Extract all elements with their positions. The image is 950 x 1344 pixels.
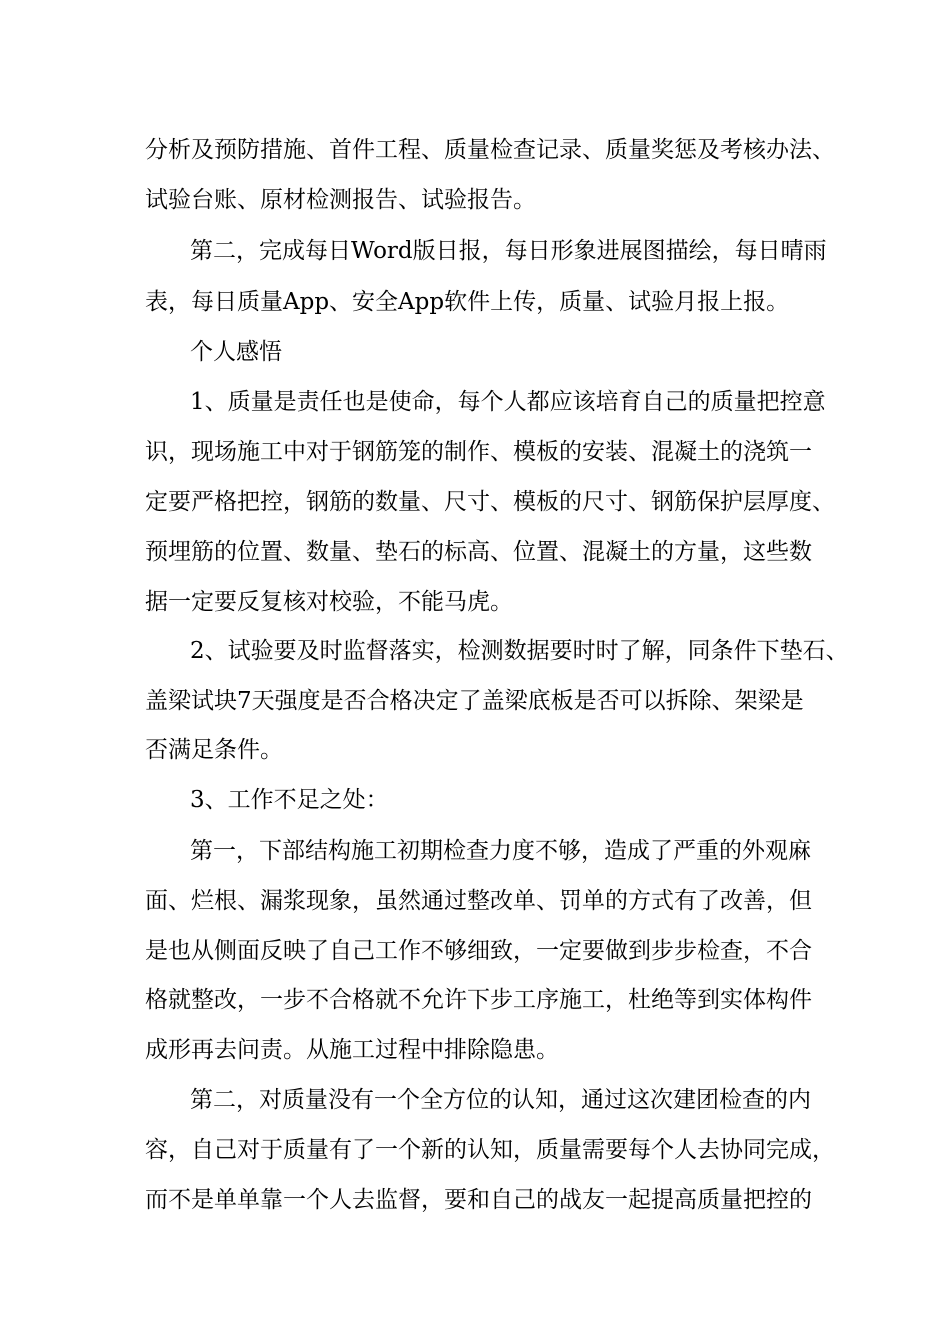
text-line: 容，自己对于质量有了一个新的认知，质量需要每个人去协同完成， <box>145 1137 835 1163</box>
text-line: 盖梁试块7天强度是否合格决定了盖梁底板是否可以拆除、架梁是 <box>145 688 804 714</box>
text-line: 而不是单单靠一个人去监督，要和自己的战友一起提高质量把控的 <box>145 1187 812 1213</box>
text-line: 第二，对质量没有一个全方位的认知，通过这次建团检查的内 <box>190 1087 811 1113</box>
text-line: 表，每日质量App、安全App软件上传，质量、试验月报上报。 <box>145 289 790 315</box>
text-line: 3、工作不足之处： <box>190 787 389 813</box>
text-line: 预埋筋的位置、数量、垫石的标高、位置、混凝土的方量，这些数 <box>145 539 812 565</box>
text-line: 试验台账、原材检测报告、试验报告。 <box>145 187 536 213</box>
text-line: 2、试验要及时监督落实，检测数据要时时了解，同条件下垫石、 <box>190 638 849 664</box>
text-line: 第二，完成每日Word版日报，每日形象进展图描绘，每日晴雨 <box>190 238 827 264</box>
text-line: 面、烂根、漏浆现象，虽然通过整改单、罚单的方式有了改善，但 <box>145 888 812 914</box>
text-line: 定要严格把控，钢筋的数量、尺寸、模板的尺寸、钢筋保护层厚度、 <box>145 489 835 515</box>
text-line: 格就整改，一步不合格就不允许下步工序施工，杜绝等到实体构件 <box>145 987 812 1013</box>
text-line: 是也从侧面反映了自己工作不够细致，一定要做到步步检查，不合 <box>145 938 812 964</box>
text-line: 分析及预防措施、首件工程、质量检查记录、质量奖惩及考核办法、 <box>145 137 835 163</box>
text-line: 成形再去问责。从施工过程中排除隐患。 <box>145 1037 559 1063</box>
section-heading: 个人感悟 <box>190 339 282 365</box>
text-line: 识，现场施工中对于钢筋笼的制作、模板的安装、混凝土的浇筑一 <box>145 439 812 465</box>
text-line: 第一，下部结构施工初期检查力度不够，造成了严重的外观麻 <box>190 838 811 864</box>
text-line: 否满足条件。 <box>145 737 283 763</box>
text-line: 据一定要反复核对校验，不能马虎。 <box>145 589 513 615</box>
text-line: 1、质量是责任也是使命，每个人都应该培育自己的质量把控意 <box>190 389 826 415</box>
